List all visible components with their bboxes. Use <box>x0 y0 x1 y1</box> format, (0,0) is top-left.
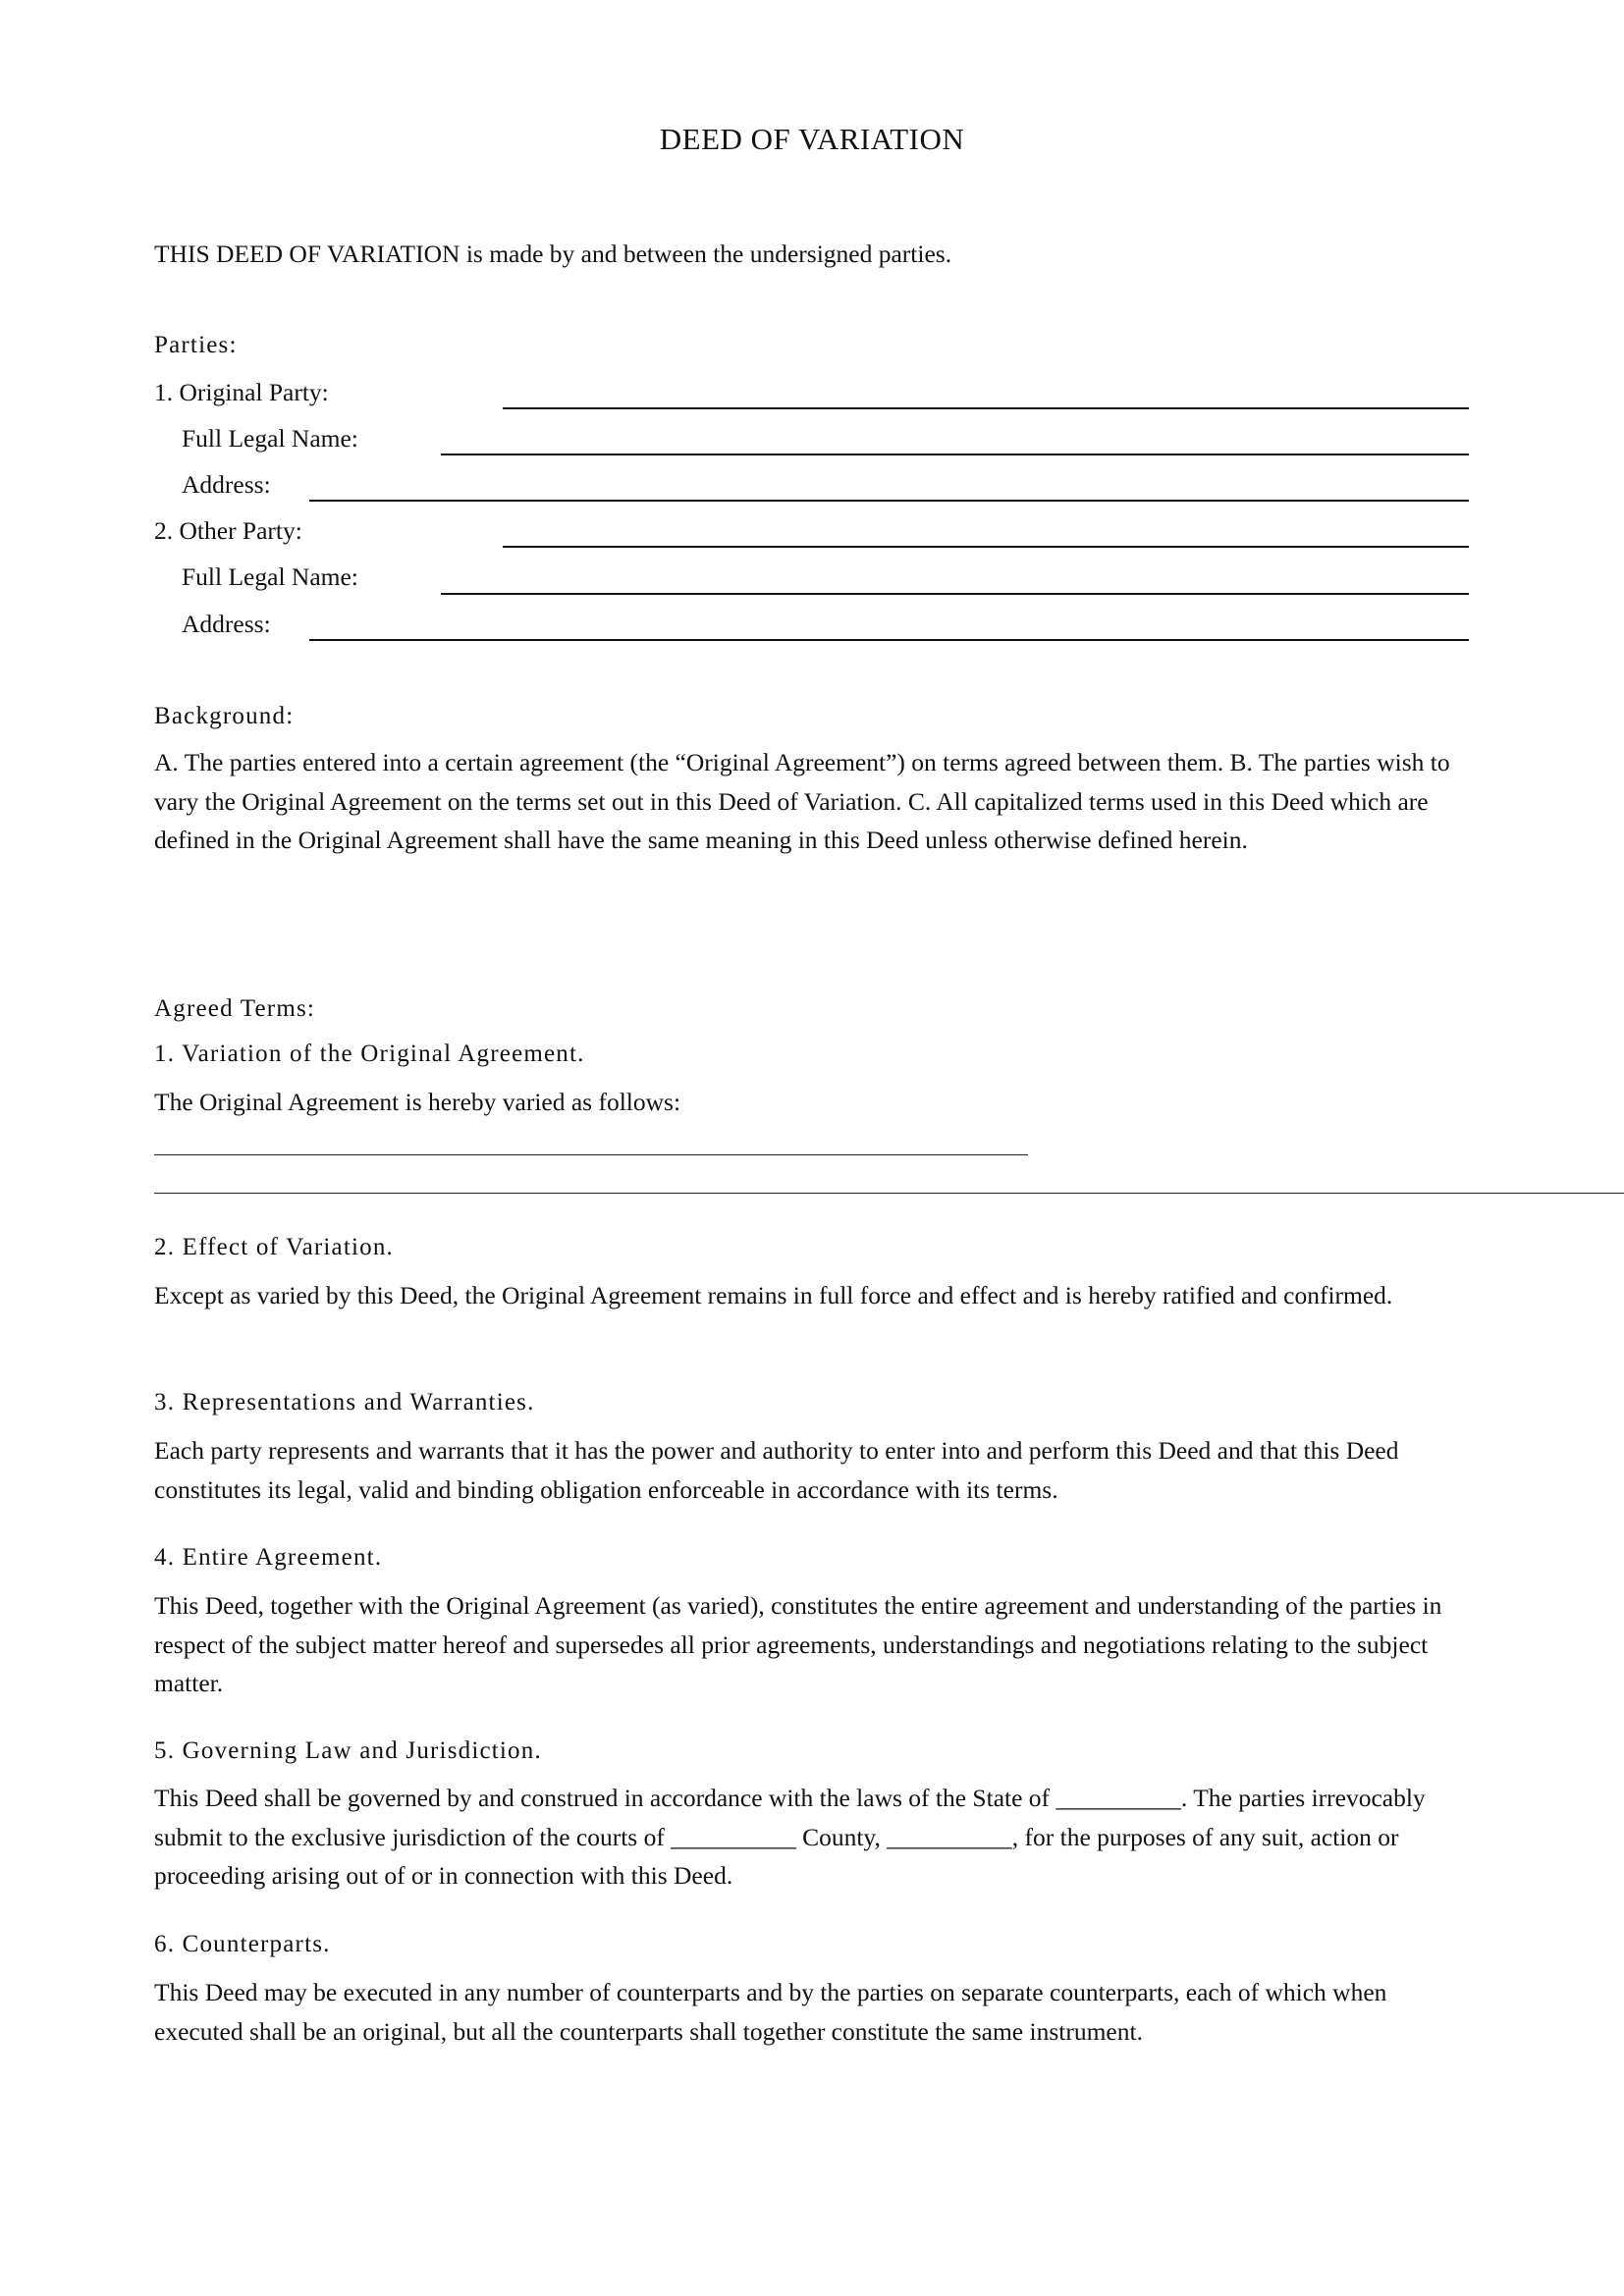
background-text: A. The parties entered into a certain agreement (the “Original Agreement”) on terms agreed between them. B. The parties wish to vary the Original Agreement on the terms set out in this Deed of Variation. C. All capitalized terms used in this Deed which are defined in the Original Agreement shall have the same meaning in this Deed unless otherwise defined herein. <box>154 748 1450 854</box>
term6-heading: 6. Counterparts. <box>154 1931 331 1957</box>
term6-text: This Deed may be executed in any number of counterparts and by the parties on separate counterparts, each of which when executed shall be an original, but all the counterparts shall together constitute the same instrument. <box>154 1978 1387 2046</box>
party1-name-line[interactable] <box>441 454 1469 455</box>
term2-heading: 2. Effect of Variation. <box>154 1234 394 1260</box>
variation-blank-line-2[interactable] <box>154 1193 1624 1194</box>
party1-blank-line[interactable] <box>503 407 1469 409</box>
party2-name-label: Full Legal Name: <box>182 562 358 591</box>
party1-label: 1. Original Party: <box>154 378 329 406</box>
term1-heading: 1. Variation of the Original Agreement. <box>154 1041 585 1067</box>
term3-text: Each party represents and warrants that it has the power and authority to enter into and perform this Deed and that this Deed constitutes its legal, valid and binding obligation enforceable in accordance with its terms. <box>154 1436 1399 1504</box>
agreed-terms-heading: Agreed Terms: <box>154 995 316 1022</box>
term4-text: This Deed, together with the Original Agreement (as varied), constitutes the entire agreement and understanding of the parties in respect of the subject matter hereof and supersedes all prior agreements, understandings and negotiations relating to the subject matter. <box>154 1591 1442 1697</box>
document-title: DEED OF VARIATION <box>659 122 965 156</box>
party2-name-line[interactable] <box>441 593 1469 595</box>
party1-address-label: Address: <box>182 470 271 499</box>
term5-text: This Deed shall be governed by and construed in accordance with the laws of the State of __________. The parties irrevocably submit to the exclusive jurisdiction of the courts of __________ County, __________, for the purposes of any suit, action or proceeding arising out of or in connection with this Deed. <box>154 1784 1426 1890</box>
term1-text: The Original Agreement is hereby varied as follows: <box>154 1088 681 1116</box>
term5-heading: 5. Governing Law and Jurisdiction. <box>154 1737 542 1764</box>
party2-address-line[interactable] <box>309 639 1469 641</box>
party1-name-label: Full Legal Name: <box>182 424 358 453</box>
intro-text: THIS DEED OF VARIATION is made by and between the undersigned parties. <box>154 240 952 268</box>
term3-heading: 3. Representations and Warranties. <box>154 1389 535 1415</box>
background-heading: Background: <box>154 703 295 729</box>
party2-label: 2. Other Party: <box>154 516 302 545</box>
term2-text: Except as varied by this Deed, the Original Agreement remains in full force and effect and is hereby ratified and confirmed. <box>154 1281 1393 1309</box>
party2-blank-line[interactable] <box>503 546 1469 548</box>
term4-heading: 4. Entire Agreement. <box>154 1544 383 1571</box>
party2-address-label: Address: <box>182 610 271 638</box>
variation-blank-line-1[interactable] <box>154 1154 1028 1155</box>
parties-heading: Parties: <box>154 332 238 358</box>
party1-address-line[interactable] <box>309 500 1469 502</box>
